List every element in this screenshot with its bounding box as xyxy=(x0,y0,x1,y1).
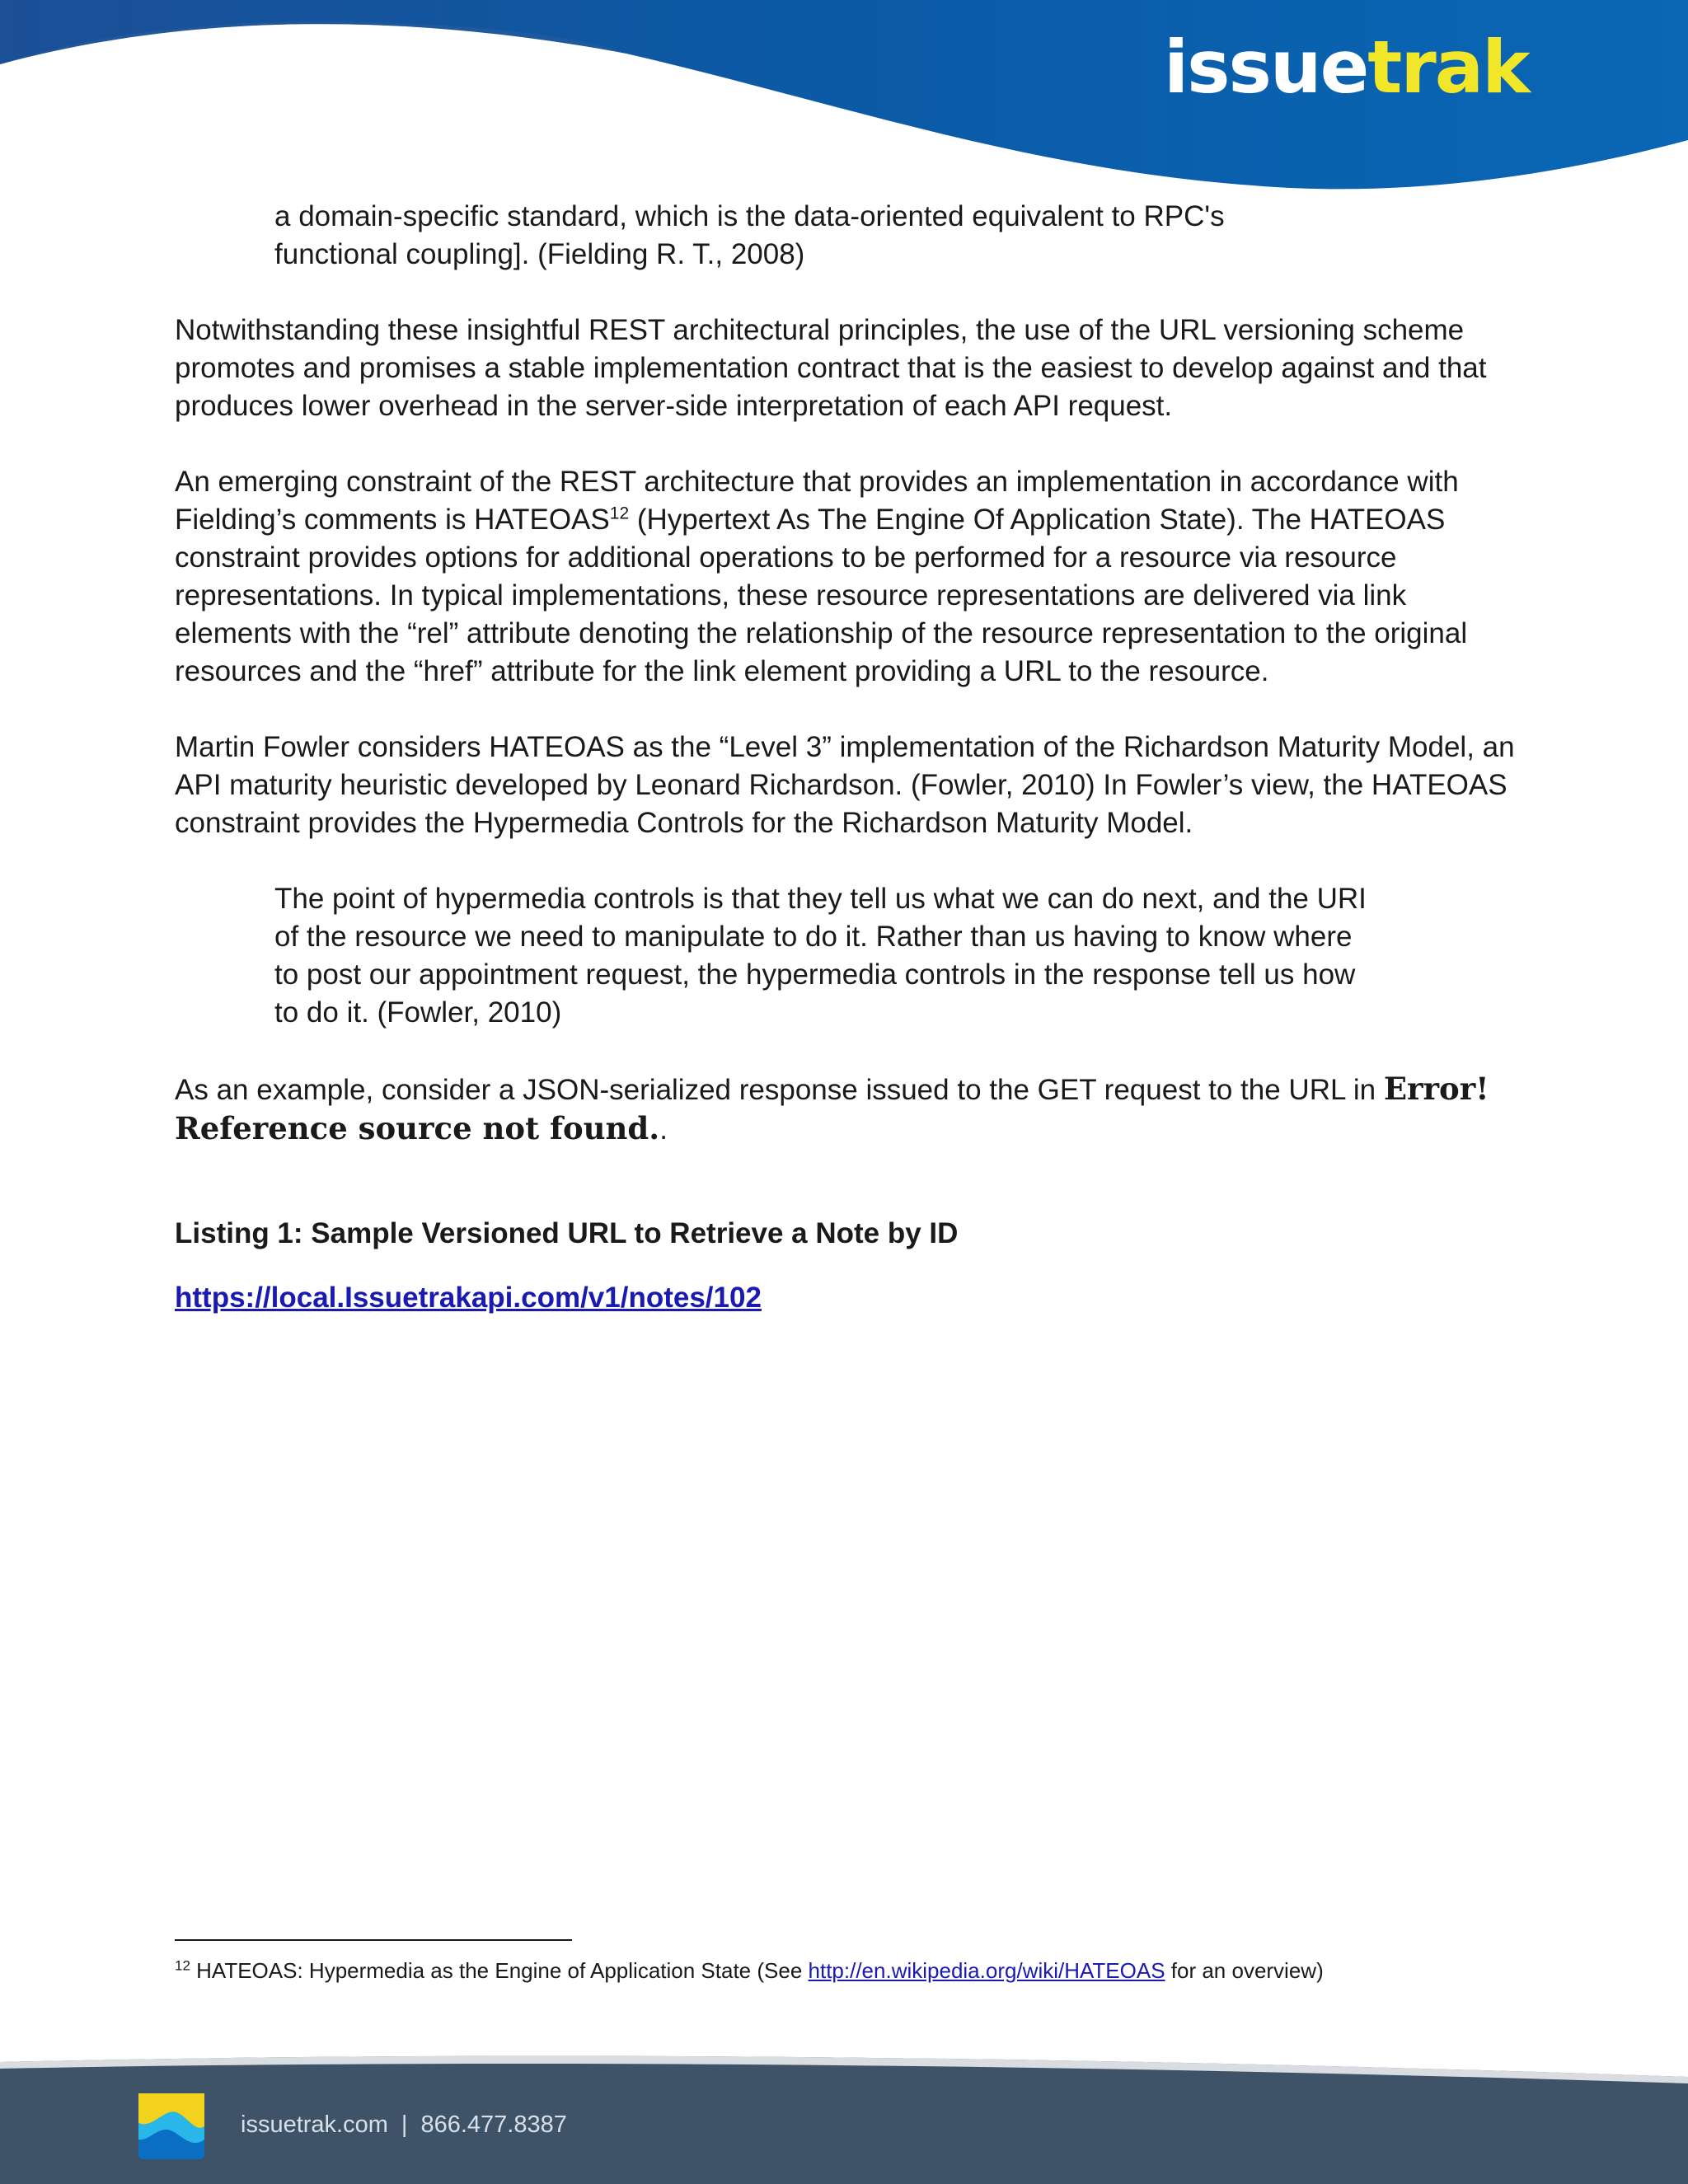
block-quote-fielding xyxy=(274,198,1371,274)
paragraph-richardson-model: Martin Fowler considers HATEOAS as the “Level 3” implementation of the Richardson Maturity Model, an API maturity heuristic developed by Leonard Richardson. (Fowler, 2010) In Fowler’s view, the HATEOAS constraint provides the Hypermedia Controls for the Richardson Maturity Model. xyxy=(175,731,1515,839)
quote-line: a domain-specific standard, which is the data-oriented equivalent to RPC's xyxy=(274,200,1225,232)
paragraph-example: As an example, consider a JSON-serialized response issued to the GET request to the URL in Error! Reference source not found.. xyxy=(175,1071,1489,1146)
document-body xyxy=(175,198,1518,1317)
footer-phone: 866.477.8387 xyxy=(420,2111,567,2138)
footer-website[interactable]: issuetrak.com xyxy=(241,2111,388,2138)
paragraph-url-versioning: Notwithstanding these insightful REST architectural principles, the use of the URL versioning scheme promotes and promises a stable implementation contract that is the easiest to develop against and that produces lower overhead in the server-side interpretation of each API request. xyxy=(175,314,1487,422)
footnote-link[interactable]: http://en.wikipedia.org/wiki/HATEOAS xyxy=(808,1958,1165,1983)
footnote: $^{12}$ HATEOAS: Hypermedia as the Engine of Application State (See http://en.wikipedia.org/wiki/HATEOAS for an overview) xyxy=(175,1957,1324,1983)
listing-caption: Listing 1: Sample Versioned URL to Retrieve a Note by ID xyxy=(175,1217,959,1249)
footer-contact: issuetrak.com | 866.477.8387 xyxy=(241,2111,567,2138)
block-quote-fowler: The point of hypermedia controls is that they tell us what we can do next, and the URI of the resource we need to manipulate to do it. Rather than us having to know where to post our appointment request, the hypermedia controls in the response tell us how to do it. (Fowler, 2010) xyxy=(274,883,1367,1029)
footnote-reference[interactable]: 12 xyxy=(609,504,630,523)
footnote-number: 12 xyxy=(175,1957,190,1974)
listing-url-link[interactable]: https://local.Issuetrakapi.com/v1/notes/102 xyxy=(175,1282,762,1314)
quote-line: functional coupling]. (Fielding R. T., 2008) xyxy=(274,238,805,270)
issuetrak-logo: issuetrak xyxy=(1164,25,1529,110)
reference-error: Error! Reference source not found. xyxy=(175,1071,1489,1146)
paragraph-hateoas: An emerging constraint of the REST architecture that provides an implementation in accordance with Fielding’s comments is HATEOAS$^{12}$ (Hypertext As The Engine Of Application State). The HATEOAS constraint provides options for additional operations to be performed for a resource via resource representations. In typical implementations, these resource representations are delivered via link elements with the “rel” attribute denoting the relationship of the resource representation to the original resources and the “href” attribute for the link element providing a URL to the resource. xyxy=(175,466,1468,687)
issuetrak-wave-icon xyxy=(138,2093,204,2159)
footnote-separator xyxy=(175,1939,572,1941)
